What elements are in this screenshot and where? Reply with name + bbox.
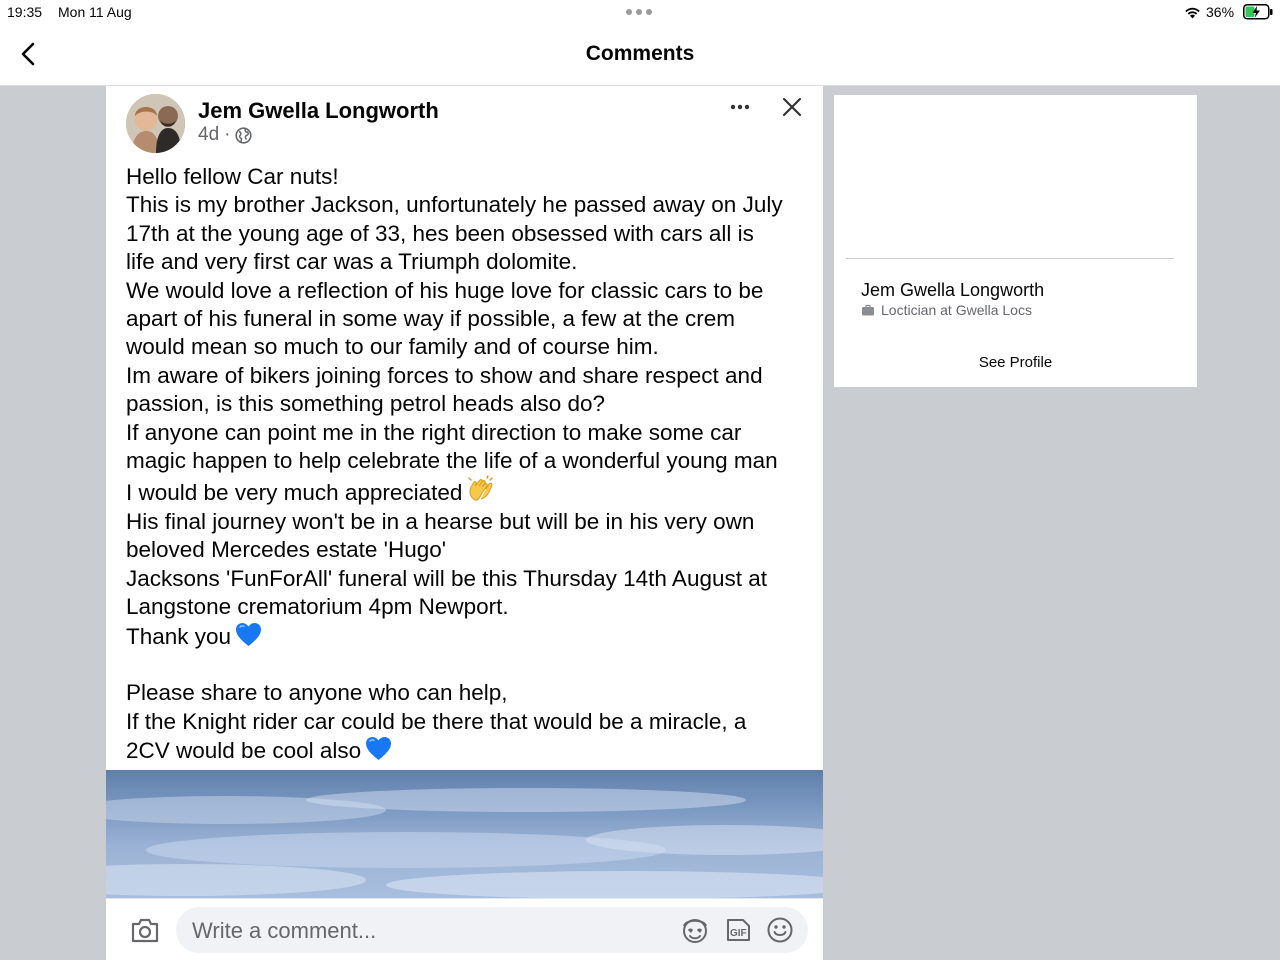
more-options-button[interactable] xyxy=(726,100,754,114)
status-date: Mon 11 Aug xyxy=(58,4,132,20)
post-line: 17th at the young age of 33, hes been obsessed with cars all is xyxy=(126,220,754,246)
blue-heart-icon xyxy=(235,622,262,647)
gif-icon[interactable] xyxy=(724,917,752,943)
camera-icon[interactable] xyxy=(130,916,160,944)
top-bar xyxy=(0,0,1280,86)
post-text xyxy=(126,163,816,766)
post-line: This is my brother Jackson, unfortunately he passed away on July xyxy=(126,192,783,218)
post-line: would mean so much to our family and of course him. xyxy=(126,334,659,360)
post-line: I would be very much appreciated xyxy=(126,480,463,506)
briefcase-icon xyxy=(861,304,875,316)
post-meta xyxy=(198,124,252,146)
post-line: Thank you xyxy=(126,623,232,649)
post-card xyxy=(106,86,823,960)
post-line: Please share to anyone who can help, xyxy=(126,680,508,706)
post-line: 2CV would be cool also xyxy=(126,738,362,764)
post-line: apart of his funeral in some way if possible, a few at the crem xyxy=(126,306,736,332)
post-line: beloved Mercedes estate 'Hugo' xyxy=(126,537,447,563)
clapping-hands-icon xyxy=(466,475,494,503)
post-age[interactable]: 4d xyxy=(198,124,220,145)
profile-name[interactable]: Jem Gwella Longworth xyxy=(861,280,1045,300)
see-profile-button[interactable]: See Profile xyxy=(978,354,1053,371)
avatar-sticker-icon[interactable] xyxy=(680,916,710,944)
battery-percent: 36% xyxy=(1206,4,1235,20)
battery-charging-icon xyxy=(1243,4,1273,20)
post-line: Hello fellow Car nuts! xyxy=(126,164,339,189)
post-line: magic happen to help celebrate the life of a wonderful young man xyxy=(126,448,778,474)
comment-input-container xyxy=(176,907,808,953)
post-line-with-emoji xyxy=(126,622,816,651)
post-photo[interactable] xyxy=(106,770,823,900)
post-line: life and very first car was a Triumph dolomite. xyxy=(126,249,578,275)
status-time: 19:35 xyxy=(7,4,43,20)
profile-job-text: Loctician at Gwella Locs xyxy=(881,302,1032,318)
post-line-with-emoji xyxy=(126,736,816,765)
post-line: Im aware of bikers joining forces to show and share respect and xyxy=(126,362,763,388)
comment-composer xyxy=(106,898,823,960)
globe-icon xyxy=(235,127,252,144)
post-line-blank xyxy=(126,651,816,679)
post-line: His final journey won't be in a hearse but will be in his very own xyxy=(126,508,755,534)
close-button[interactable] xyxy=(780,95,804,119)
post-line: Langstone crematorium 4pm Newport. xyxy=(126,594,509,620)
emoji-icon[interactable] xyxy=(766,916,794,944)
wifi-icon xyxy=(1184,6,1201,19)
author-name[interactable]: Jem Gwella Longworth xyxy=(198,98,439,123)
post-line: We would love a reflection of his huge love for classic cars to be xyxy=(126,277,764,303)
avatar[interactable] xyxy=(126,94,185,153)
comment-input[interactable] xyxy=(190,907,674,955)
profile-card xyxy=(834,95,1197,387)
svg-text:GIF: GIF xyxy=(730,928,747,939)
profile-job xyxy=(861,302,1032,318)
blue-heart-icon xyxy=(365,736,392,761)
post-line: If the Knight rider car could be there that would be a miracle, a xyxy=(126,708,747,734)
post-line-with-emoji xyxy=(126,475,816,507)
meta-separator: · xyxy=(224,124,231,145)
divider xyxy=(846,258,1174,259)
post-line: Jacksons 'FunForAll' funeral will be this Thursday 14th August at xyxy=(126,565,767,591)
post-line: passion, is this something petrol heads also do? xyxy=(126,391,606,417)
post-line: If anyone can point me in the right direction to make some car xyxy=(126,419,742,445)
page-title: Comments xyxy=(585,42,695,65)
multitasking-dots-icon[interactable] xyxy=(626,9,654,15)
